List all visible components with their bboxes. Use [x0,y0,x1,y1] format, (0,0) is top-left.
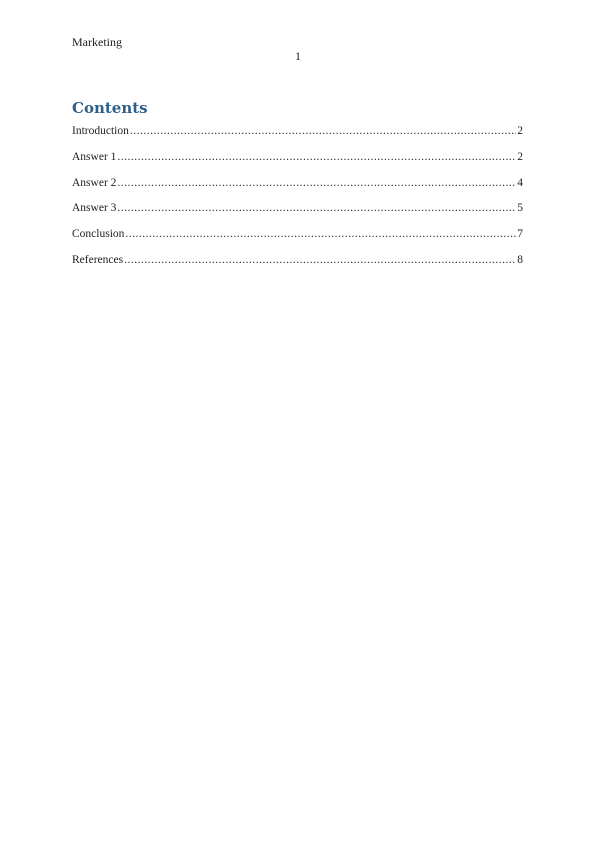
toc-entry-label: Answer 1 [72,150,117,163]
toc-entry-label: Introduction [72,125,129,137]
page-number: 1 [295,49,301,63]
toc-entry-page: 5 [517,202,523,215]
toc-dot-leader [117,176,516,190]
toc-entry-label: References [72,253,124,266]
contents-heading: Contents [72,99,148,117]
toc-entry-page: 4 [517,176,523,189]
toc-entry-label: Answer 2 [72,176,117,189]
toc-entry-label: Answer 3 [72,202,117,215]
toc-entry-introduction[interactable] [72,124,523,150]
toc-entry-answer-1[interactable] [72,150,523,176]
running-header: Marketing [72,35,122,49]
toc-entry-references[interactable] [72,253,523,279]
toc-entry-page: 2 [517,125,523,137]
toc-dot-leader [117,201,516,215]
toc-dot-leader [130,124,516,138]
toc-entry-label: Conclusion [72,228,125,241]
toc-dot-leader [125,227,516,241]
toc-entry-answer-3[interactable] [72,201,523,227]
toc-dot-leader [117,150,516,164]
toc-entry-conclusion[interactable] [72,227,523,253]
toc-entry-page: 2 [517,150,523,163]
table-of-contents [72,124,523,279]
toc-entry-page: 7 [517,228,523,241]
toc-dot-leader [124,253,516,267]
toc-entry-page: 8 [517,253,523,266]
toc-entry-answer-2[interactable] [72,176,523,202]
